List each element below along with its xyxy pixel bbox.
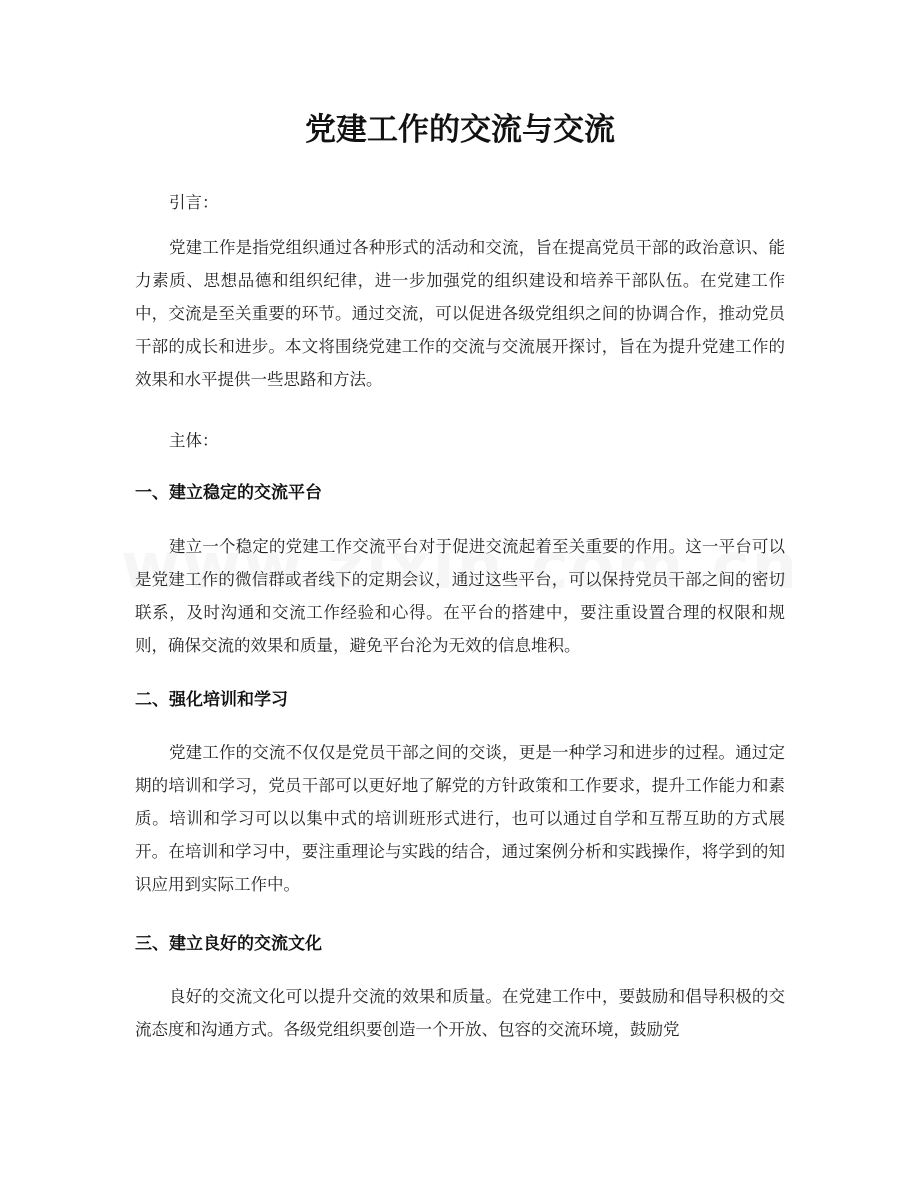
section-heading-3: 三、建立良好的交流文化 xyxy=(135,934,322,954)
intro-paragraph: 党建工作是指党组织通过各种形式的活动和交流，旨在提高党员干部的政治意识、能力素质、思想品德和组织纪律，进一步加强党的组织建设和培养干部队伍。在党建工作中，交流是至关重要的环节。通过交流，可以促进各级党组织之间的协调合作，推动党员干部的成长和进步。本文将围绕党建工作的交流与交流展开探讨，旨在为提升党建工作的效果和水平提供一些思路和方法。 xyxy=(135,238,785,389)
section-paragraph-1: 建立一个稳定的党建工作交流平台对于促进交流起着至关重要的作用。这一平台可以是党建工作的微信群或者线下的定期会议，通过这些平台，可以保持党员干部之间的密切联系，及时沟通和交流工作经验和心得。在平台的搭建中，要注重设置合理的权限和规则，确保交流的效果和质量，避免平台沦为无效的信息堆积。 xyxy=(135,537,785,655)
section-paragraph-2: 党建工作的交流不仅仅是党员干部之间的交谈，更是一种学习和进步的过程。通过定期的培训和学习，党员干部可以更好地了解党的方针政策和工作要求，提升工作能力和素质。培训和学习可以以集中式的培训班形式进行，也可以通过自学和互帮互助的方式展开。在培训和学习中，要注重理论与实践的结合，通过案例分析和实践操作，将学到的知识应用到实际工作中。 xyxy=(135,743,785,894)
section-paragraph-3: 良好的交流文化可以提升交流的效果和质量。在党建工作中，要鼓励和倡导积极的交流态度和沟通方式。各级党组织要创造一个开放、包容的交流环境，鼓励党 xyxy=(135,987,785,1039)
intro-label: 引言： xyxy=(169,193,219,212)
body-label: 主体： xyxy=(169,431,219,450)
section-heading-2: 二、强化培训和学习 xyxy=(135,690,288,710)
section-heading-1: 一、建立稳定的交流平台 xyxy=(135,483,322,503)
page-title: 党建工作的交流与交流 xyxy=(305,112,615,148)
